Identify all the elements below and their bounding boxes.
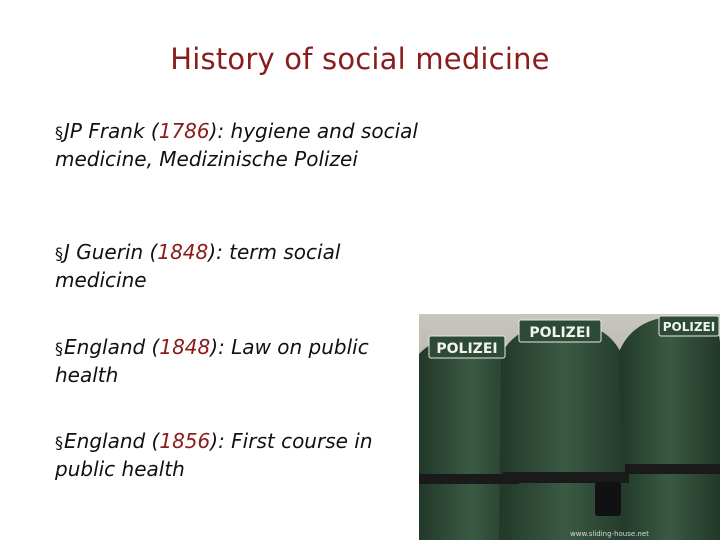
police-officers-photo: [419, 314, 720, 540]
bullet-item: [55, 334, 425, 388]
bullet-text-end: ): First course in public health: [55, 429, 373, 481]
bullet-text-end: ): term social medicine: [55, 240, 341, 292]
bullet-item: [55, 118, 425, 172]
bullet-marker: §: [55, 123, 63, 142]
bullet-marker: §: [55, 339, 63, 358]
belt-right: [625, 464, 720, 474]
photo-credit: www.sliding-house.net: [570, 530, 649, 538]
bullet-item: [55, 239, 425, 293]
bullet-item: [55, 428, 425, 482]
slide-title: History of social medicine: [170, 42, 550, 76]
patch-label-left: POLIZEI: [436, 341, 498, 357]
patch-label-center: POLIZEI: [529, 325, 591, 341]
patch-label-right: POLIZEI: [662, 320, 716, 334]
bullet-text-start: JP Frank (: [64, 119, 159, 143]
bullet-text-end: ): hygiene and social medicine, Medizinische Polizei: [55, 119, 418, 171]
bullet-year: 1786: [158, 119, 210, 143]
bullet-year: 1848: [159, 335, 211, 359]
holster: [595, 482, 621, 516]
bullet-year: 1848: [157, 240, 209, 264]
bullet-text-start: England (: [64, 335, 160, 359]
bullet-text-start: J Guerin (: [64, 240, 158, 264]
bullet-marker: §: [55, 433, 63, 452]
bullet-text-start: England (: [64, 429, 160, 453]
bullet-marker: §: [55, 244, 63, 263]
officer-right: [619, 316, 720, 540]
bullet-year: 1856: [159, 429, 211, 453]
bullet-text-end: ): Law on public health: [55, 335, 369, 387]
belt-center: [503, 472, 629, 483]
